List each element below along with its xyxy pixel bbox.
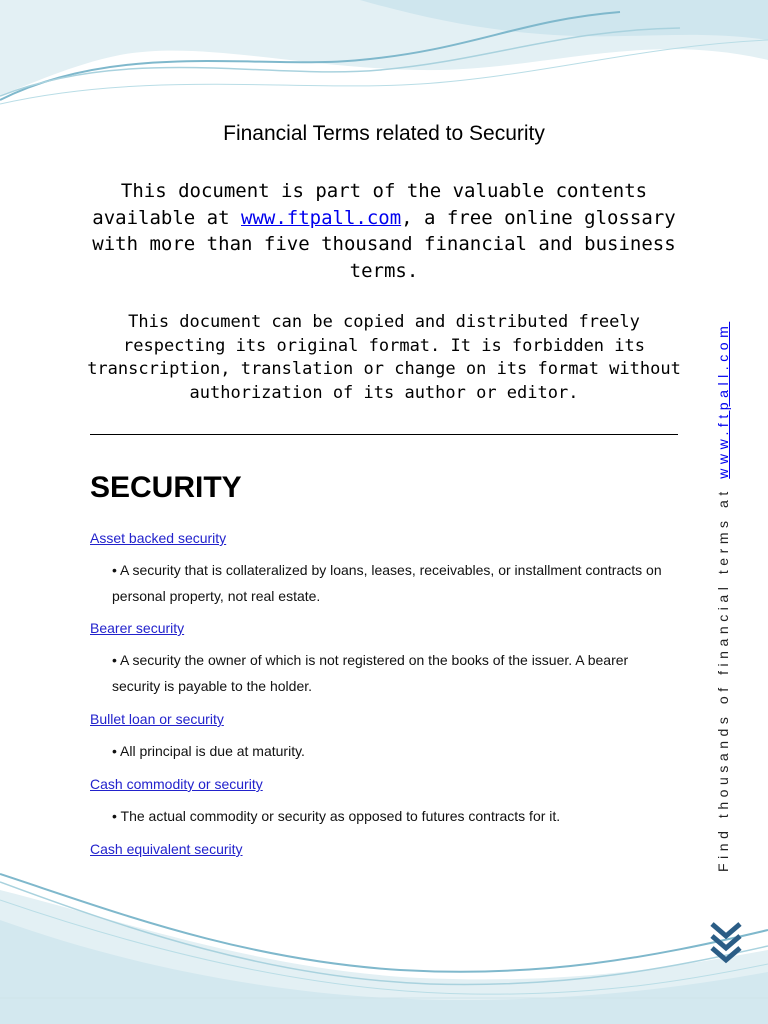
divider (90, 434, 678, 435)
term-link[interactable]: Cash equivalent security (90, 841, 243, 857)
term-link[interactable]: Bearer security (90, 620, 185, 636)
side-banner-text: Find thousands of financial terms at (715, 478, 731, 872)
copyright-notice: This document can be copied and distributed freely respecting its original format. It is forbidden its transcription, translation or change on its format without authorization of its author or editor. (87, 312, 681, 403)
term-definition: • A security the owner of which is not registered on the books of the issuer. A bearer security is payable to the holder. (112, 652, 629, 694)
side-banner-link[interactable]: www.ftpall.com (715, 321, 731, 479)
intro-text-after: , a free online glossary with more than five thousand financial and business terms. (92, 206, 676, 282)
chevron-down-icon (706, 918, 746, 968)
intro-text-before: This document is part of the valuable contents available at (92, 180, 648, 229)
document-title: Financial Terms related to Security (223, 122, 545, 145)
ftpall-link[interactable]: www.ftpall.com (241, 206, 402, 229)
intro-paragraph (72, 178, 696, 284)
section-heading: SECURITY (90, 471, 242, 504)
term-definition: • A security that is collateralized by loans, leases, receivables, or installment contracts on personal property, not real estate. (112, 562, 662, 604)
term-definition: • The actual commodity or security as opposed to futures contracts for it. (112, 808, 561, 824)
top-wave-decoration (0, 0, 768, 120)
term-link[interactable]: Asset backed security (90, 530, 227, 546)
term-link[interactable]: Cash commodity or security (90, 776, 263, 792)
term-link[interactable]: Bullet loan or security (90, 711, 224, 727)
bottom-wave-decoration (0, 860, 768, 1024)
side-banner (714, 322, 732, 872)
term-definition: • All principal is due at maturity. (112, 743, 305, 759)
